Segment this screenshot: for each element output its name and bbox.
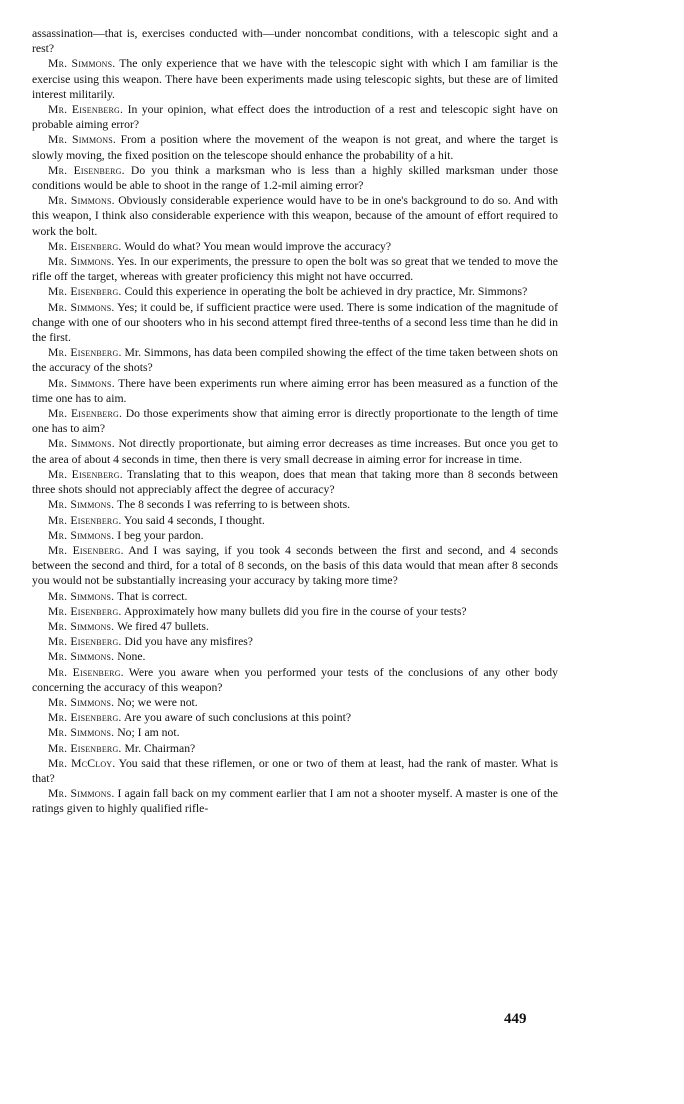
speaker-name: Mr. Eisenberg. [48, 285, 122, 299]
dialogue-text: And I was saying, if you took 4 seconds between the first and second, and 4 seconds between the second and third, for a total of 8 seconds, on the basis of this data would that mean after 8 seconds you would not be substantially increasing your accuracy by taking more time? [32, 543, 559, 588]
dialogue-text: Could this experience in operating the bolt be achieved in dry practice, Mr. Simmons? [124, 285, 528, 299]
dialogue-paragraph [32, 497, 558, 512]
dialogue-text: We fired 47 bullets. [117, 619, 209, 633]
speaker-name: Mr. Simmons. [48, 133, 116, 147]
testimony-text [32, 26, 558, 817]
dialogue-text: None. [117, 650, 146, 664]
dialogue-text: I beg your pardon. [117, 528, 204, 542]
speaker-name: Mr. Eisenberg. [48, 103, 124, 117]
speaker-name: Mr. Simmons. [48, 437, 115, 451]
dialogue-text: Were you aware when you performed your tests of the conclusions of any other body concerning the accuracy of this weapon? [32, 665, 558, 694]
dialogue-text: Not directly proportionate, but aiming error decreases as time increases. But once you get to the area of about 4 seconds in time, then there is very small decrease in aiming error for increase in time. [32, 437, 559, 466]
dialogue-paragraph [32, 300, 558, 346]
dialogue-paragraph [32, 132, 558, 162]
speaker-name: Mr. Simmons. [48, 589, 115, 603]
dialogue-paragraph [32, 102, 558, 132]
dialogue-paragraph [32, 665, 558, 695]
speaker-name: Mr. Eisenberg. [48, 407, 123, 421]
dialogue-text: Mr. Simmons, has data been compiled showing the effect of the time taken between shots on the accuracy of the shots? [32, 346, 559, 375]
dialogue-paragraph [32, 786, 558, 816]
dialogue-paragraph [32, 725, 558, 740]
dialogue-paragraph [32, 376, 558, 406]
speaker-name: Mr. Simmons. [48, 376, 115, 390]
speaker-name: Mr. Eisenberg. [48, 239, 122, 253]
dialogue-paragraph [32, 406, 558, 436]
dialogue-paragraph [32, 345, 558, 375]
dialogue-list [32, 56, 558, 816]
dialogue-paragraph [32, 284, 558, 299]
speaker-name: Mr. Eisenberg. [48, 513, 122, 527]
speaker-name: Mr. Simmons. [48, 650, 115, 664]
speaker-name: Mr. Simmons. [48, 787, 115, 801]
speaker-name: Mr. McCloy. [48, 756, 116, 770]
dialogue-text: Yes; it could be, if sufficient practice were used. There is some indication of the magnitude of change with one of our shooters who in his second attempt fired three-tenths of a second less time than he did in the first. [32, 300, 558, 345]
dialogue-text: Are you aware of such conclusions at this point? [123, 711, 352, 725]
speaker-name: Mr. Eisenberg. [48, 635, 122, 649]
speaker-name: Mr. Simmons. [48, 300, 115, 314]
dialogue-text: Do those experiments show that aiming error is directly proportionate to the length of time one has to aim? [32, 407, 559, 436]
speaker-name: Mr. Eisenberg. [48, 346, 122, 360]
speaker-name: Mr. Simmons. [48, 726, 115, 740]
opening-paragraph: assassination—that is, exercises conducted with—under noncombat conditions, with a telescopic sight and a rest? [32, 27, 558, 56]
speaker-name: Mr. Simmons. [48, 619, 115, 633]
dialogue-text: The only experience that we have with the telescopic sight with which I am familiar is the exercise using this weapon. There have been experiments made using telescopic sights, but these are of limited interest militarily. [32, 57, 558, 101]
dialogue-text: In your opinion, what effect does the introduction of a rest and telescopic sight have on probable aiming error? [32, 103, 559, 132]
dialogue-paragraph [32, 710, 558, 725]
speaker-name: Mr. Simmons. [48, 57, 116, 71]
dialogue-text: I again fall back on my comment earlier that I am not a shooter myself. A master is one of the ratings given to highly qualified rifle- [32, 787, 558, 816]
dialogue-paragraph [32, 695, 558, 710]
dialogue-text: That is correct. [117, 589, 188, 603]
dialogue-paragraph [32, 543, 558, 589]
dialogue-text: Did you have any misfires? [124, 635, 253, 649]
dialogue-text: You said that these riflemen, or one or two of them at least, had the rank of master. What is that? [32, 756, 558, 785]
dialogue-paragraph [32, 634, 558, 649]
dialogue-text: No; we were not. [117, 695, 198, 709]
speaker-name: Mr. Simmons. [48, 695, 115, 709]
dialogue-paragraph [32, 649, 558, 664]
speaker-name: Mr. Eisenberg. [48, 741, 122, 755]
dialogue-text: The 8 seconds I was referring to is between shots. [117, 498, 351, 512]
dialogue-text: Yes. In our experiments, the pressure to open the bolt was so great that we tended to move the rifle off the target, whereas with greater proficiency this might not have occurred. [32, 255, 558, 284]
speaker-name: Mr. Simmons. [48, 528, 115, 542]
dialogue-paragraph [32, 254, 558, 284]
dialogue-paragraph [32, 436, 558, 466]
dialogue-text: Obviously considerable experience would have to be in one's background to do so. And with this weapon, I think also considerable experience with this weapon, because of the amount of effort required to work the bolt. [32, 194, 559, 238]
speaker-name: Mr. Simmons. [48, 255, 115, 269]
dialogue-text: There have been experiments run where aiming error has been measured as a function of the time one has to aim. [32, 376, 558, 405]
dialogue-paragraph [32, 756, 558, 786]
dialogue-paragraph [32, 619, 558, 634]
speaker-name: Mr. Eisenberg. [48, 543, 124, 557]
dialogue-paragraph [32, 467, 558, 497]
dialogue-paragraph [32, 513, 558, 528]
speaker-name: Mr. Eisenberg. [48, 467, 123, 481]
dialogue-text: Translating that to this weapon, does that mean that taking more than 8 seconds between three shots should not appreciably affect the degree of accuracy? [32, 467, 558, 497]
speaker-name: Mr. Simmons. [48, 498, 115, 512]
dialogue-paragraph [32, 741, 558, 756]
dialogue-text: Approximately how many bullets did you fire in the course of your tests? [123, 604, 467, 618]
dialogue-paragraph [32, 604, 558, 619]
dialogue-paragraph [32, 193, 558, 239]
speaker-name: Mr. Eisenberg. [48, 711, 122, 725]
dialogue-paragraph [32, 163, 558, 193]
dialogue-text: You said 4 seconds, I thought. [124, 513, 265, 527]
dialogue-text: From a position where the movement of the weapon is not great, and where the target is slowly moving, the fixed position on the telescope should enhance the probability of a hit. [32, 133, 559, 162]
dialogue-text: Mr. Chairman? [124, 741, 196, 755]
dialogue-paragraph [32, 239, 558, 254]
speaker-name: Mr. Eisenberg. [48, 163, 125, 177]
dialogue-paragraph [32, 56, 558, 102]
speaker-name: Mr. Eisenberg. [48, 604, 122, 618]
dialogue-text: Do you think a marksman who is less than a highly skilled marksman under those conditions would be able to shoot in the range of 1.2-mil aiming error? [32, 163, 559, 193]
page-number: 449 [504, 1011, 527, 1027]
dialogue-text: No; I am not. [117, 726, 180, 740]
dialogue-text: Would do what? You mean would improve the accuracy? [124, 239, 392, 253]
dialogue-paragraph [32, 589, 558, 604]
dialogue-paragraph [32, 528, 558, 543]
speaker-name: Mr. Simmons. [48, 194, 115, 208]
speaker-name: Mr. Eisenberg. [48, 665, 124, 679]
